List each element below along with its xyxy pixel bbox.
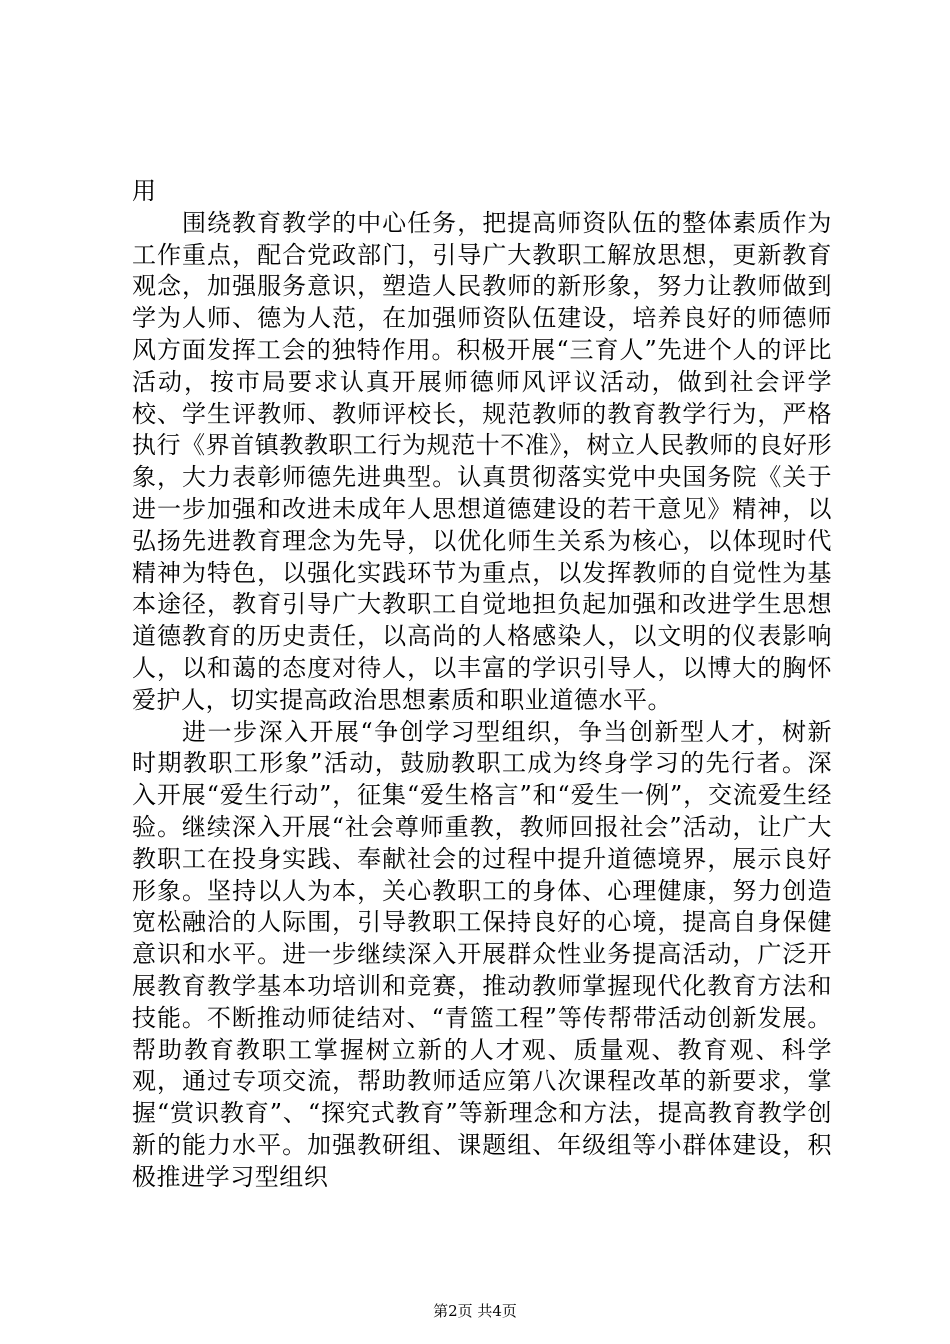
paragraph-teacher-ethics: 围绕教育教学的中心任务，把提高师资队伍的整体素质作为工作重点，配合党政部门，引导广大教职工解放思想，更新教育观念，加强服务意识，塑造人民教师的新形象，努力让教师做到学为人师、德为人范，在加强师资队伍建设，培养良好的师德师风方面发挥工会的独特作用。积极开展“三育人”先进个人的评比活动，按市局要求认真开展师德师风评议活动，做到社会评学校、学生评教师、教师评校长，规范教师的教育教学行为，严格执行《界首镇教教职工行为规范十不准》，树立人民教师的良好形象，大力表彰师德先进典型。认真贯彻落实党中央国务院《关于进一步加强和改进未成年人思想道德建设的若干意见》精神，以弘扬先进教育理念为先导，以优化师生关系为核心，以体现时代精神为特色，以强化实践环节为重点，以发挥教师的自觉性为基本途径，教育引导广大教职工自觉地担负起加强和改进学生思想道德教育的历史责任，以高尚的人格感染人，以文明的仪表影响人，以和蔼的态度对待人，以丰富的学识引导人，以博大的胸怀爱护人，切实提高政治思想素质和职业道德水平。 — [132, 208, 832, 714]
page-number-footer: 第2页 共4页 — [433, 1302, 517, 1320]
paragraph-learning-organization: 进一步深入开展“争创学习型组织，争当创新型人才，树新时期教职工形象”活动，鼓励教职工成为终身学习的先行者。深入开展“爱生行动”，征集“爱生格言”和“爱生一例”，交流爱生经验。继续深入开展“社会尊师重教，教师回报社会”活动，让广大教职工在投身实践、奉献社会的过程中提升道德境界，展示良好形象。坚持以人为本，关心教职工的身体、心理健康，努力创造宽松融洽的人际围，引导教职工保持良好的心境，提高自身保健意识和水平。进一步继续深入开展群众性业务提高活动，广泛开展教育教学基本功培训和竞赛，推动教师掌握现代化教育方法和技能。不断推动师徒结对、“青篮工程”等传帮带活动创新发展。帮助教育教职工掌握树立新的人才观、质量观、教育观、科学观，通过专项交流，帮助教师适应第八次课程改革的新要求，掌握“赏识教育”、“探究式教育”等新理念和方法，提高教育教学创新的能力水平。加强教研组、课题组、年级组等小群体建设，积极推进学习型组织 — [132, 717, 832, 1191]
document-body — [132, 176, 832, 1194]
paragraph-continuation: 用 — [132, 177, 157, 205]
